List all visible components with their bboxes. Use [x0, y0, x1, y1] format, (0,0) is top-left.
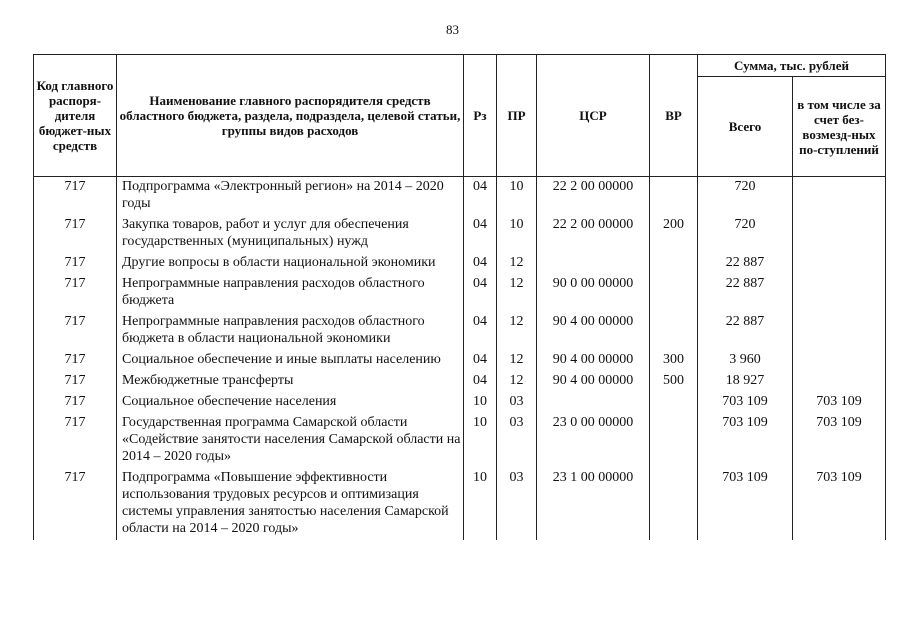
header-pr: ПР: [497, 55, 537, 177]
cell-pr: 12: [497, 371, 537, 392]
cell-csr: 23 1 00 00000: [537, 468, 650, 540]
header-rz: Рз: [464, 55, 497, 177]
cell-name: Непрограммные направления расходов областного бюджета в области национальной экономики: [117, 312, 464, 350]
cell-rz: 04: [464, 253, 497, 274]
cell-code: 717: [34, 413, 117, 468]
cell-csr: 90 4 00 00000: [537, 350, 650, 371]
cell-pr: 10: [497, 177, 537, 216]
cell-code: 717: [34, 215, 117, 253]
cell-rz: 04: [464, 177, 497, 216]
cell-pr: 03: [497, 392, 537, 413]
cell-free: [793, 274, 886, 312]
cell-rz: 04: [464, 312, 497, 350]
cell-total: 703 109: [698, 392, 793, 413]
cell-total: 720: [698, 215, 793, 253]
cell-name: Другие вопросы в области национальной экономики: [117, 253, 464, 274]
cell-vr: 500: [650, 371, 698, 392]
cell-csr: 23 0 00 00000: [537, 413, 650, 468]
cell-name: Межбюджетные трансферты: [117, 371, 464, 392]
cell-code: 717: [34, 392, 117, 413]
table-row: [34, 274, 886, 312]
cell-total: 3 960: [698, 350, 793, 371]
cell-pr: 12: [497, 312, 537, 350]
cell-name: Подпрограмма «Электронный регион» на 2014 – 2020 годы: [117, 177, 464, 216]
header-vr: ВР: [650, 55, 698, 177]
cell-csr: 90 0 00 00000: [537, 274, 650, 312]
cell-total: 18 927: [698, 371, 793, 392]
cell-total: 22 887: [698, 312, 793, 350]
cell-pr: 12: [497, 253, 537, 274]
cell-csr: 90 4 00 00000: [537, 312, 650, 350]
cell-name: Социальное обеспечение и иные выплаты населению: [117, 350, 464, 371]
cell-rz: 04: [464, 215, 497, 253]
cell-pr: 12: [497, 350, 537, 371]
cell-vr: [650, 413, 698, 468]
cell-name: Закупка товаров, работ и услуг для обеспечения государственных (муниципальных) нужд: [117, 215, 464, 253]
page-number: 83: [446, 22, 459, 37]
cell-pr: 03: [497, 468, 537, 540]
header-name: Наименование главного распорядителя средств областного бюджета, раздела, подраздела, целевой статьи, группы видов расходов: [117, 55, 464, 177]
cell-total: 720: [698, 177, 793, 216]
table-row: [34, 215, 886, 253]
cell-name: Государственная программа Самарской области «Содействие занятости населения Самарской области на 2014 – 2020 годы»: [117, 413, 464, 468]
budget-table: [33, 54, 886, 540]
cell-free: [793, 215, 886, 253]
cell-code: 717: [34, 371, 117, 392]
cell-vr: 300: [650, 350, 698, 371]
cell-free: [793, 350, 886, 371]
cell-vr: [650, 253, 698, 274]
header-sum: Сумма, тыс. рублей: [698, 55, 886, 77]
cell-csr: 22 2 00 00000: [537, 215, 650, 253]
cell-total: 22 887: [698, 253, 793, 274]
cell-vr: [650, 468, 698, 540]
cell-total: 22 887: [698, 274, 793, 312]
cell-csr: [537, 392, 650, 413]
cell-free: [793, 312, 886, 350]
cell-rz: 04: [464, 350, 497, 371]
cell-code: 717: [34, 312, 117, 350]
cell-code: 717: [34, 468, 117, 540]
cell-total: 703 109: [698, 413, 793, 468]
table-row: [34, 253, 886, 274]
cell-rz: 04: [464, 274, 497, 312]
cell-vr: [650, 274, 698, 312]
cell-vr: 200: [650, 215, 698, 253]
table-row: [34, 392, 886, 413]
cell-csr: 90 4 00 00000: [537, 371, 650, 392]
cell-pr: 03: [497, 413, 537, 468]
cell-code: 717: [34, 350, 117, 371]
cell-csr: 22 2 00 00000: [537, 177, 650, 216]
table-row: [34, 468, 886, 540]
table-row: [34, 413, 886, 468]
cell-pr: 12: [497, 274, 537, 312]
cell-pr: 10: [497, 215, 537, 253]
cell-total: 703 109: [698, 468, 793, 540]
cell-rz: 04: [464, 371, 497, 392]
cell-free: 703 109: [793, 392, 886, 413]
table-body: [34, 177, 886, 541]
cell-vr: [650, 312, 698, 350]
cell-rz: 10: [464, 413, 497, 468]
cell-csr: [537, 253, 650, 274]
cell-free: [793, 371, 886, 392]
cell-vr: [650, 177, 698, 216]
header-csr: ЦСР: [537, 55, 650, 177]
header-total: Всего: [698, 77, 793, 177]
cell-name: Социальное обеспечение населения: [117, 392, 464, 413]
header-code: Код главного распоря-дителя бюджет-ных средств: [34, 55, 117, 177]
cell-rz: 10: [464, 392, 497, 413]
cell-vr: [650, 392, 698, 413]
table-row: [34, 177, 886, 216]
cell-code: 717: [34, 177, 117, 216]
cell-rz: 10: [464, 468, 497, 540]
cell-code: 717: [34, 253, 117, 274]
header-free: в том числе за счет без-возмезд-ных по-ступлений: [793, 77, 886, 177]
cell-free: 703 109: [793, 468, 886, 540]
cell-name: Подпрограмма «Повышение эффективности использования трудовых ресурсов и оптимизация системы управления занятостью населения Самарской области на 2014 – 2020 годы»: [117, 468, 464, 540]
cell-free: [793, 177, 886, 216]
table-row: [34, 312, 886, 350]
table-row: [34, 350, 886, 371]
table-row: [34, 371, 886, 392]
cell-free: 703 109: [793, 413, 886, 468]
cell-code: 717: [34, 274, 117, 312]
cell-free: [793, 253, 886, 274]
cell-name: Непрограммные направления расходов областного бюджета: [117, 274, 464, 312]
